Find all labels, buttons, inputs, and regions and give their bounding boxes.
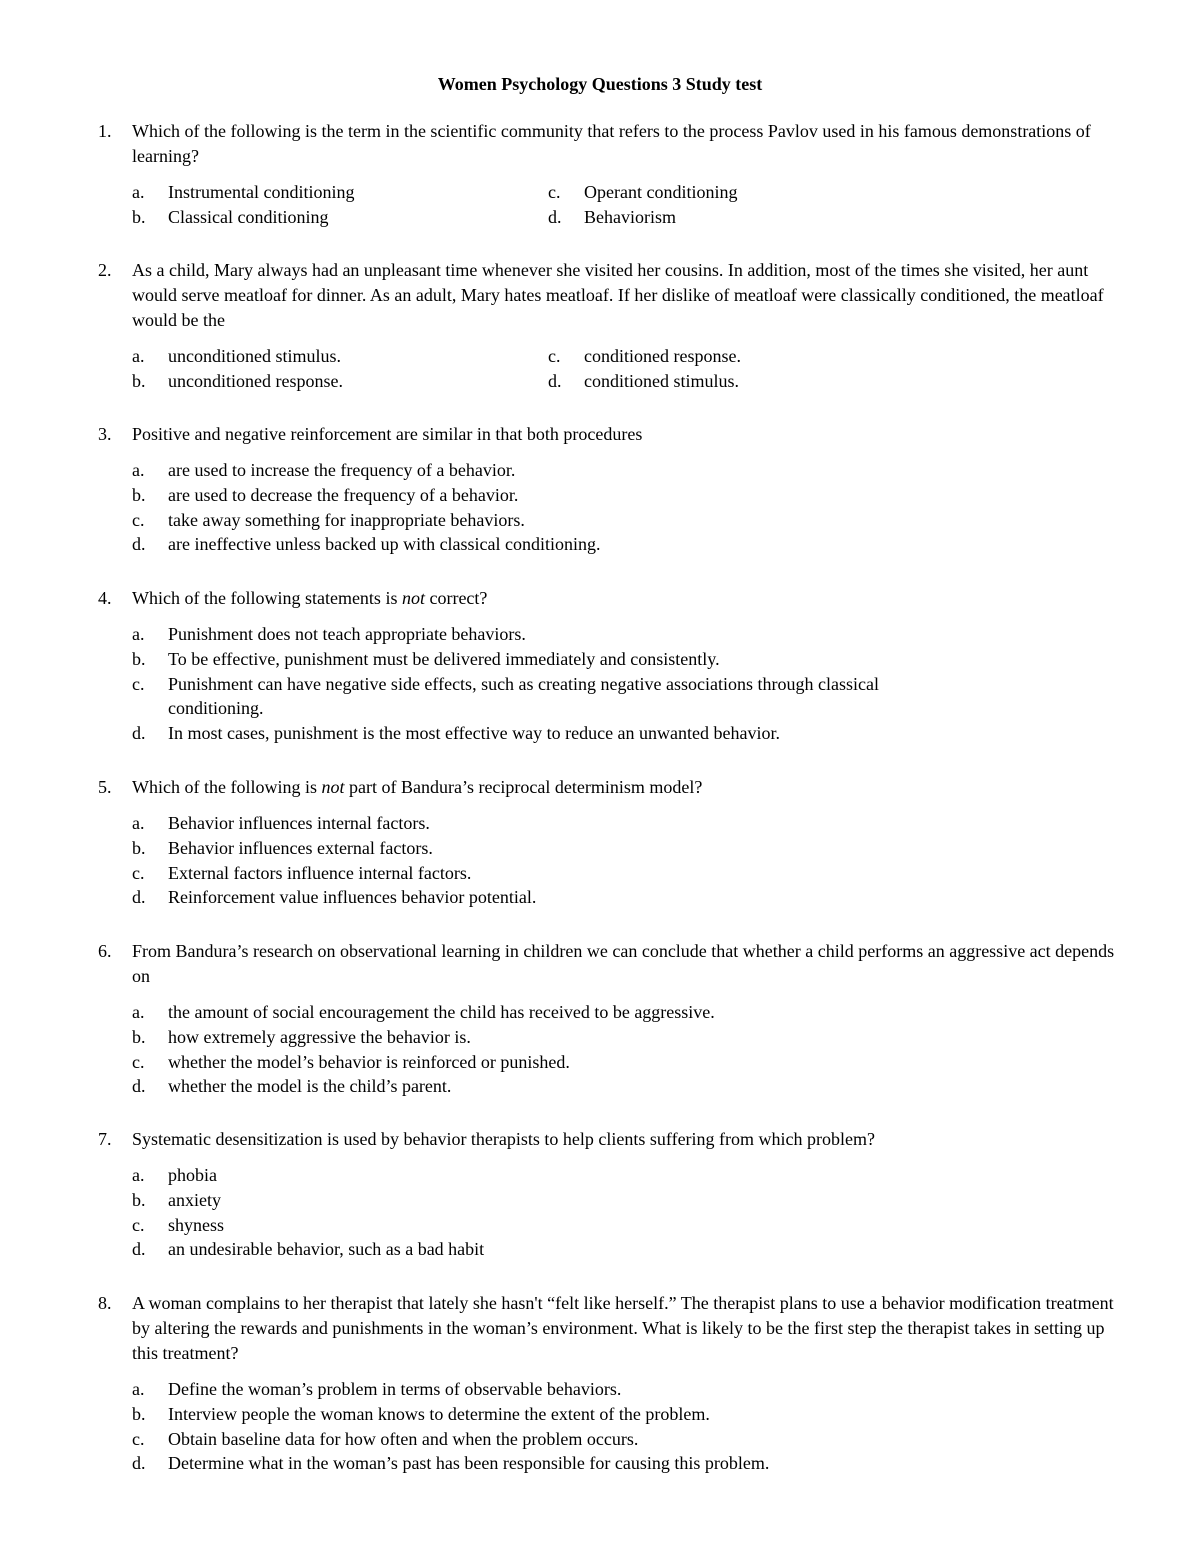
option-text: whether the model’s behavior is reinforced or punished. xyxy=(168,1051,570,1072)
question-text: From Bandura’s research on observational learning in children we can conclude that whether a child performs an aggressive act depends on xyxy=(132,941,1115,986)
question-5 xyxy=(98,775,1128,910)
question-text-part: part of Bandura’s reciprocal determinism model? xyxy=(344,777,703,797)
question-text-part: correct? xyxy=(424,588,488,608)
option-letter: d. xyxy=(548,370,562,391)
option-b xyxy=(98,1188,1128,1213)
option-d xyxy=(548,369,948,394)
option-d xyxy=(98,1074,1128,1099)
question-text: As a child, Mary always had an unpleasant time whenever she visited her cousins. In addition, most of the times she visited, her aunt would serve meatloaf for dinner. As an adult, Mary hates meatloaf. If her dislike of meatloaf were classically conditioned, the meatloaf would be the xyxy=(132,260,1104,330)
question-text: A woman complains to her therapist that lately she hasn't “felt like herself.” The therapist plans to use a behavior modification treatment by altering the rewards and punishments in the woman’s environment. What is likely to be the first step the therapist takes in setting up this treatment? xyxy=(132,1293,1114,1363)
question-number: 1. xyxy=(98,121,112,141)
option-b xyxy=(98,647,1128,672)
option-d xyxy=(98,721,1128,746)
option-b xyxy=(132,369,548,394)
option-b xyxy=(98,483,1128,508)
question-number: 5. xyxy=(98,777,112,797)
option-text: Classical conditioning xyxy=(168,206,329,227)
option-letter: d. xyxy=(548,206,562,227)
option-d xyxy=(98,1237,1128,1262)
option-letter: d. xyxy=(132,1453,146,1474)
page-title: Women Psychology Questions 3 Study test xyxy=(437,74,763,94)
answer-options xyxy=(132,344,1128,394)
option-text: unconditioned response. xyxy=(168,370,343,391)
option-letter: c. xyxy=(132,673,145,694)
option-text: To be effective, punishment must be delivered immediately and consistently. xyxy=(168,648,720,669)
option-c xyxy=(98,672,1128,722)
option-letter: b. xyxy=(132,206,146,227)
answer-options xyxy=(132,180,1128,230)
question-text xyxy=(132,775,1128,800)
option-letter: c. xyxy=(132,1051,145,1072)
option-a xyxy=(132,180,548,205)
option-a xyxy=(98,1000,1128,1025)
question-number: 2. xyxy=(98,260,112,280)
option-text: conditioned stimulus. xyxy=(584,370,739,391)
option-letter: c. xyxy=(132,862,145,883)
option-text: External factors influence internal factors. xyxy=(168,862,472,883)
option-letter: b. xyxy=(132,648,146,669)
option-letter: a. xyxy=(132,460,145,480)
option-b xyxy=(98,1025,1128,1050)
option-letter: b. xyxy=(132,1026,146,1047)
option-text: how extremely aggressive the behavior is. xyxy=(168,1026,471,1047)
option-letter: d. xyxy=(132,1239,146,1260)
option-a xyxy=(98,811,1128,836)
option-text: phobia xyxy=(168,1165,217,1185)
option-text: an undesirable behavior, such as a bad habit xyxy=(168,1239,485,1260)
question-7 xyxy=(98,1127,1128,1262)
option-text: Behavior influences external factors. xyxy=(168,837,433,858)
question-text-emphasis: not xyxy=(401,588,425,608)
question-text-emphasis: not xyxy=(321,777,345,797)
option-c xyxy=(98,1213,1128,1238)
option-letter: a. xyxy=(132,182,145,202)
question-text: Systematic desensitization is used by behavior therapists to help clients suffering from which problem? xyxy=(132,1129,876,1149)
option-a xyxy=(98,458,1128,483)
option-c xyxy=(98,1050,1128,1075)
question-number: 7. xyxy=(98,1129,112,1149)
option-d xyxy=(98,1451,1128,1476)
question-text: Which of the following is the term in the scientific community that refers to the process Pavlov used in his famous demonstrations of learning? xyxy=(132,121,1091,166)
option-letter: d. xyxy=(132,723,146,744)
option-letter: a. xyxy=(132,624,145,644)
option-letter: d. xyxy=(132,534,146,555)
option-letter: b. xyxy=(132,484,146,505)
answer-options xyxy=(98,622,1128,746)
question-6 xyxy=(98,939,1128,1099)
option-a xyxy=(98,1377,1128,1402)
question-8 xyxy=(98,1291,1128,1476)
option-text: shyness xyxy=(168,1214,225,1235)
option-c xyxy=(98,1427,1128,1452)
answer-options xyxy=(98,811,1128,910)
question-text-part: Which of the following statements is xyxy=(132,588,402,608)
option-letter: a. xyxy=(132,1002,145,1022)
option-text: are used to increase the frequency of a behavior. xyxy=(168,460,516,480)
question-text: Positive and negative reinforcement are similar in that both procedures xyxy=(132,424,643,444)
answer-options xyxy=(98,1000,1128,1099)
option-text: Determine what in the woman’s past has been responsible for causing this problem. xyxy=(168,1453,770,1474)
question-4 xyxy=(98,586,1128,746)
question-text-part: Which of the following is xyxy=(132,777,322,797)
option-text: Punishment does not teach appropriate behaviors. xyxy=(168,624,526,644)
option-c xyxy=(548,344,948,369)
option-d xyxy=(98,885,1128,910)
option-c xyxy=(548,180,948,205)
option-d xyxy=(98,532,1128,557)
option-letter: c. xyxy=(548,346,561,366)
option-letter: c. xyxy=(548,182,561,202)
option-text: Behaviorism xyxy=(584,206,676,227)
option-letter: c. xyxy=(132,1428,145,1449)
option-text: unconditioned stimulus. xyxy=(168,346,341,366)
option-letter: a. xyxy=(132,813,145,833)
option-letter: d. xyxy=(132,1076,146,1097)
option-text: are ineffective unless backed up with classical conditioning. xyxy=(168,534,601,555)
option-text: whether the model is the child’s parent. xyxy=(168,1076,452,1097)
question-number: 8. xyxy=(98,1293,112,1313)
option-text: conditioned response. xyxy=(584,346,741,366)
option-a xyxy=(98,1163,1128,1188)
answer-options xyxy=(98,458,1128,557)
option-text: Interview people the woman knows to determine the extent of the problem. xyxy=(168,1403,710,1424)
question-1 xyxy=(98,119,1128,230)
option-text: Punishment can have negative side effects, such as creating negative associations through classical conditioning. xyxy=(168,673,879,719)
option-a xyxy=(98,622,1128,647)
option-text: Define the woman’s problem in terms of observable behaviors. xyxy=(168,1379,622,1399)
question-number: 6. xyxy=(98,941,112,961)
option-letter: b. xyxy=(132,1189,146,1210)
option-text: Operant conditioning xyxy=(584,182,738,202)
option-b xyxy=(98,836,1128,861)
option-c xyxy=(98,861,1128,886)
option-text: the amount of social encouragement the child has received to be aggressive. xyxy=(168,1002,715,1022)
option-b xyxy=(132,205,548,230)
option-letter: a. xyxy=(132,1379,145,1399)
option-letter: a. xyxy=(132,346,145,366)
option-text: Behavior influences internal factors. xyxy=(168,813,430,833)
option-text: anxiety xyxy=(168,1189,221,1210)
option-text: Reinforcement value influences behavior potential. xyxy=(168,887,537,908)
option-c xyxy=(98,508,1128,533)
option-letter: b. xyxy=(132,837,146,858)
option-text: take away something for inappropriate behaviors. xyxy=(168,509,525,530)
option-b xyxy=(98,1402,1128,1427)
option-letter: b. xyxy=(132,1403,146,1424)
option-letter: a. xyxy=(132,1165,145,1185)
option-letter: c. xyxy=(132,1214,145,1235)
question-text xyxy=(132,586,1128,611)
option-letter: b. xyxy=(132,370,146,391)
answer-options xyxy=(98,1377,1128,1476)
question-number: 4. xyxy=(98,588,112,608)
question-number: 3. xyxy=(98,424,112,444)
option-a xyxy=(132,344,548,369)
option-text: In most cases, punishment is the most effective way to reduce an unwanted behavior. xyxy=(168,723,780,744)
answer-options xyxy=(98,1163,1128,1262)
question-3 xyxy=(98,422,1128,557)
option-text: Obtain baseline data for how often and when the problem occurs. xyxy=(168,1428,639,1449)
option-text: Instrumental conditioning xyxy=(168,182,355,202)
option-letter: d. xyxy=(132,887,146,908)
question-2 xyxy=(98,258,1128,394)
option-d xyxy=(548,205,948,230)
option-letter: c. xyxy=(132,509,145,530)
option-text: are used to decrease the frequency of a behavior. xyxy=(168,484,519,505)
